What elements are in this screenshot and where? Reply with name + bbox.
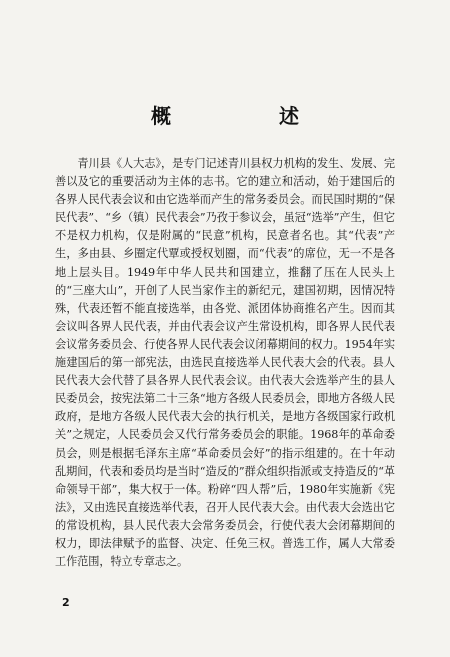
page-title: 概 述 [151, 104, 343, 128]
body-paragraph: 青川县《人大志》，是专门记述青川县权力机构的发生、发展、完善以及它的重要活动为主体的志书。它的建立和活动，始于建国后的各界人民代表会议和由它选举而产生的常务委员会。而民国时期的“保民代表”、“乡（镇）民代表会”乃孜于参议会，虽冠“选举”产生，但它不是权力机构，仅是附属的“民意”机构，民意者名也。其“代表”产生，多由县、乡圈定代覃或授权划圈，而“代表”的席位，无一不是各地上层头目。1949年中华人民共和国建立，推翻了压在人民头上的“三座大山”，开创了人民当家作主的新纪元，建国初期，因情况特殊，代表还暂不能直接选举，由各党、派团体协商推名产生。因而其会议叫各界人民代表，并由代表会议产生常设机构，即各界人民代表会议常务委员会、行使各界人民代表会议闭幕期间的权力。1954年实施建国后的第一部宪法，由选民直接选举人民代表大会的代表。县人民代表大会代替了县各界人民代表会议。由代表大会选举产生的县人民委员会，按宪法第二十三条“地方各级人民委员会，即地方各级人民政府，是地方各级人民代表大会的执行机关，是地方各级国家行政机关”之规定，人民委员会又代行常务委员会的职能。1968年的革命委员会，则是根据毛泽东主席“革命委员会好”的指示组建的。在十年动乱期间，代表和委员均是当时“造反的”群众组织指派或支持造反的“革命领导干部”，集大权于一体。粉碎“四人帮”后，1980年实施新《宪法》，又由选民直接选举代表，召开人民代表大会。由代表大会选出它的常设机构，县人民代表大会常务委员会，行使代表大会闭幕期间的权力，即法律赋予的监督、决定、任免三权。普选工作，属人大常委工作范围，特立专章志之。 [55, 157, 395, 569]
page-number: 2 [62, 596, 70, 609]
